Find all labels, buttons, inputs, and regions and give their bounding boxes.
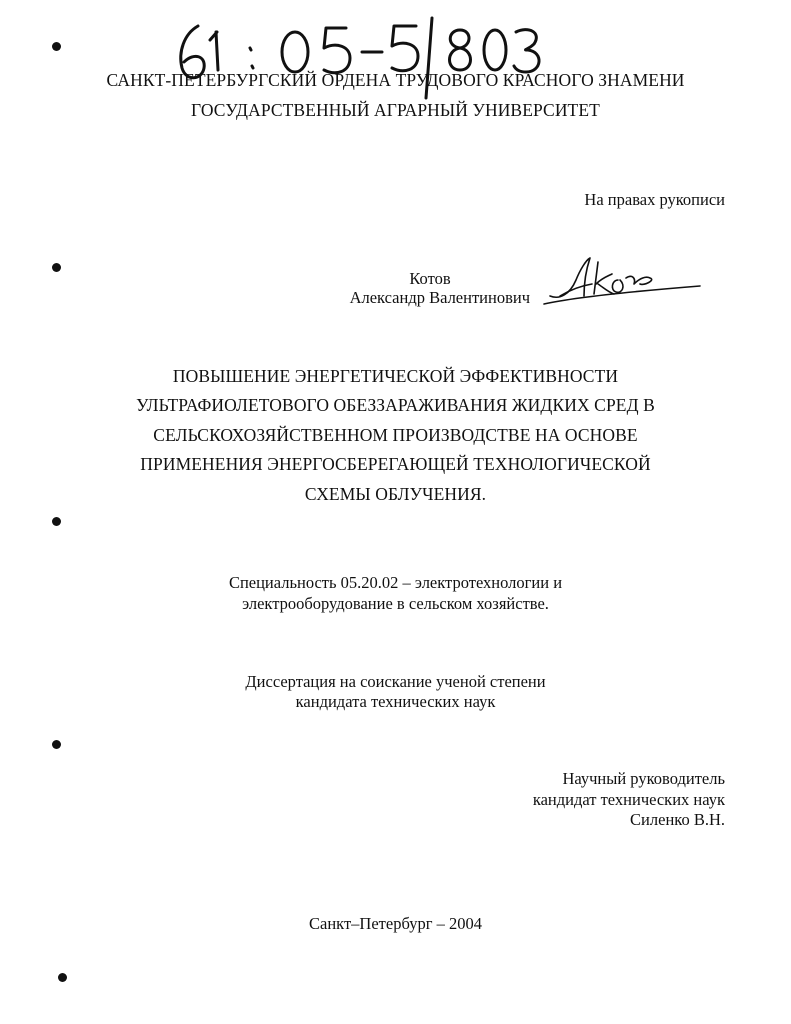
author-surname: Котов — [409, 269, 451, 288]
punch-hole-dot — [52, 517, 61, 526]
punch-hole-dot — [52, 263, 61, 272]
title-line-4: ПРИМЕНЕНИЯ ЭНЕРГОСБЕРЕГАЮЩЕЙ ТЕХНОЛОГИЧЕСКОЙ — [140, 454, 651, 474]
dissertation-line-1: Диссертация на соискание ученой степени — [245, 672, 546, 691]
supervisor-block — [533, 769, 725, 831]
title-line-2: УЛЬТРАФИОЛЕТОВОГО ОБЕЗЗАРАЖИВАНИЯ ЖИДКИХ СРЕД В — [136, 395, 655, 415]
title-line-1: ПОВЫШЕНИЕ ЭНЕРГЕТИЧЕСКОЙ ЭФФЕКТИВНОСТИ — [172, 366, 619, 386]
supervisor-line-1: Научный руководитель — [562, 769, 725, 788]
author-name: Александр Валентинович — [349, 288, 530, 307]
supervisor-line-3: Силенко В.Н. — [630, 810, 725, 829]
punch-hole-dot — [52, 42, 61, 51]
author-signature — [540, 250, 710, 320]
manuscript-note: На правах рукописи — [584, 190, 725, 209]
supervisor-line-2: кандидат технических наук — [532, 789, 725, 809]
title-line-3: СЕЛЬСКОХОЗЯЙСТВЕННОМ ПРОИЗВОДСТВЕ НА ОСНОВЕ — [153, 425, 638, 445]
punch-hole-dot — [58, 973, 67, 982]
specialty-line-2: электрооборудование в сельском хозяйстве. — [242, 594, 549, 613]
punch-hole-dot — [52, 740, 61, 749]
university-line-1: САНКТ-ПЕТЕРБУРГСКИЙ ОРДЕНА ТРУДОВОГО КРАСНОГО ЗНАМЕНИ — [106, 70, 685, 90]
specialty-line-1: Специальность 05.20.02 – электротехнологии и — [228, 573, 563, 592]
university-line-2: ГОСУДАРСТВЕННЫЙ АГРАРНЫЙ УНИВЕРСИТЕТ — [191, 100, 600, 120]
city-year-footer: Санкт–Петербург – 2004 — [309, 914, 482, 933]
dissertation-line-2: кандидата технических наук — [295, 692, 496, 711]
title-line-5: СХЕМЫ ОБЛУЧЕНИЯ. — [304, 484, 487, 504]
